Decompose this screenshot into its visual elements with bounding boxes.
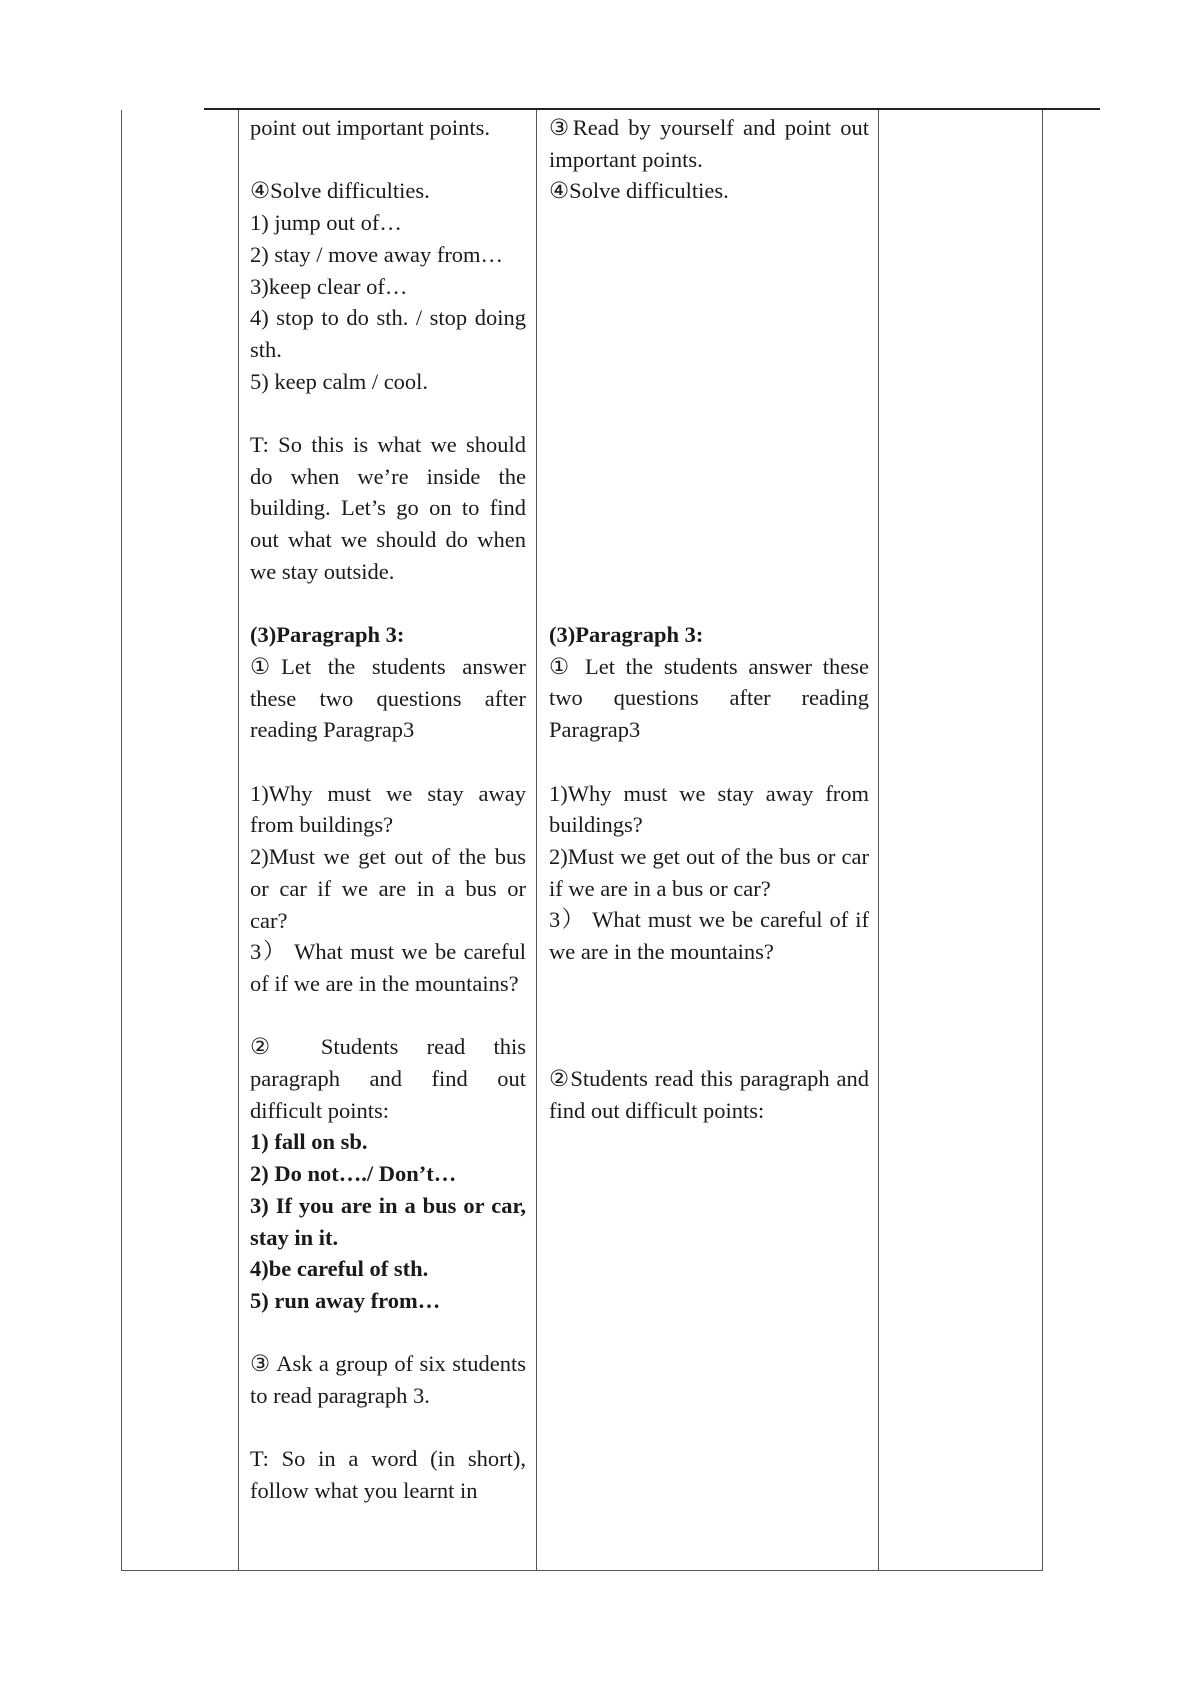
text-line: point out important points. — [250, 115, 490, 140]
text-line — [549, 366, 869, 398]
text-line — [549, 492, 869, 524]
text-line — [549, 397, 869, 429]
text-line: 3) If you are in a bus or car, stay in it. — [250, 1192, 526, 1250]
text-line — [549, 302, 869, 334]
column-divider-1 — [238, 110, 239, 1571]
text-line: 2) Do not…./ Don’t… — [250, 1161, 457, 1187]
text-line: 5) run away from… — [250, 1287, 441, 1313]
table-top-border — [204, 108, 1100, 110]
student-activity-cell — [549, 112, 869, 1126]
text-line — [549, 587, 869, 619]
text-line — [250, 1000, 526, 1032]
text-line: T: So this is what we should do when we’re inside the building. Let’s go on to find out what we should do when we stay outside. — [250, 432, 526, 584]
text-line: 2)Must we get out of the bus or car if we are in a bus or car? — [549, 843, 869, 901]
text-line — [549, 429, 869, 461]
text-line — [549, 207, 869, 239]
column-divider-3 — [878, 110, 879, 1571]
text-line: ④Solve difficulties. — [549, 178, 729, 204]
teacher-activity-cell — [250, 112, 526, 1507]
table-right-border — [1042, 110, 1043, 1571]
text-line: 3） What must we be careful of if we are in the mountains? — [549, 907, 869, 965]
text-line — [549, 524, 869, 556]
table-bottom-border — [121, 1570, 1043, 1571]
text-line — [549, 556, 869, 588]
text-line: 1)Why must we stay away from buildings? — [250, 780, 526, 838]
column-divider-2 — [536, 110, 537, 1571]
text-line — [549, 334, 869, 366]
text-line: 2)Must we get out of the bus or car if we are in a bus or car? — [250, 844, 526, 933]
text-line: 3)keep clear of… — [250, 273, 408, 299]
text-line: 4) stop to do sth. / stop doing sth. — [250, 305, 526, 362]
text-line: 2) stay / move away from… — [250, 241, 504, 267]
text-line — [250, 144, 526, 176]
text-line — [549, 461, 869, 493]
text-line: ③Read by yourself and point out important points. — [549, 115, 869, 172]
text-line — [549, 1031, 869, 1063]
text-line: ② Students read this paragraph and find out difficult points: — [250, 1034, 526, 1123]
text-line — [549, 270, 869, 302]
text-line: ③ Ask a group of six students to read paragraph 3. — [250, 1351, 526, 1409]
text-line: ① Let the students answer these two questions after reading Paragrap3 — [549, 653, 869, 743]
text-line — [250, 1317, 526, 1349]
text-line — [549, 968, 869, 1000]
text-line — [250, 588, 526, 620]
text-line — [549, 239, 869, 271]
text-line — [250, 746, 526, 778]
table-left-border — [121, 110, 122, 1571]
text-line: 5) keep calm / cool. — [250, 368, 429, 394]
text-line: 1)Why must we stay away from buildings? — [549, 780, 869, 838]
text-line: (3)Paragraph 3: — [549, 622, 704, 648]
text-line: 1) fall on sb. — [250, 1129, 368, 1155]
text-line: 1) jump out of… — [250, 210, 402, 236]
text-line — [549, 746, 869, 778]
text-line — [250, 1412, 526, 1444]
text-line — [549, 999, 869, 1031]
text-line: ①Let the students answer these two questions after reading Paragrap3 — [250, 653, 526, 743]
text-line: T: So in a word (in short), follow what you learnt in — [250, 1446, 526, 1504]
text-line: (3)Paragraph 3: — [250, 622, 405, 648]
text-line: ②Students read this paragraph and find out difficult points: — [549, 1065, 869, 1123]
text-line: ④Solve difficulties. — [250, 178, 430, 204]
text-line: 4)be careful of sth. — [250, 1256, 429, 1282]
text-line — [250, 397, 526, 429]
text-line: 3） What must we be careful of if we are in the mountains? — [250, 939, 526, 996]
